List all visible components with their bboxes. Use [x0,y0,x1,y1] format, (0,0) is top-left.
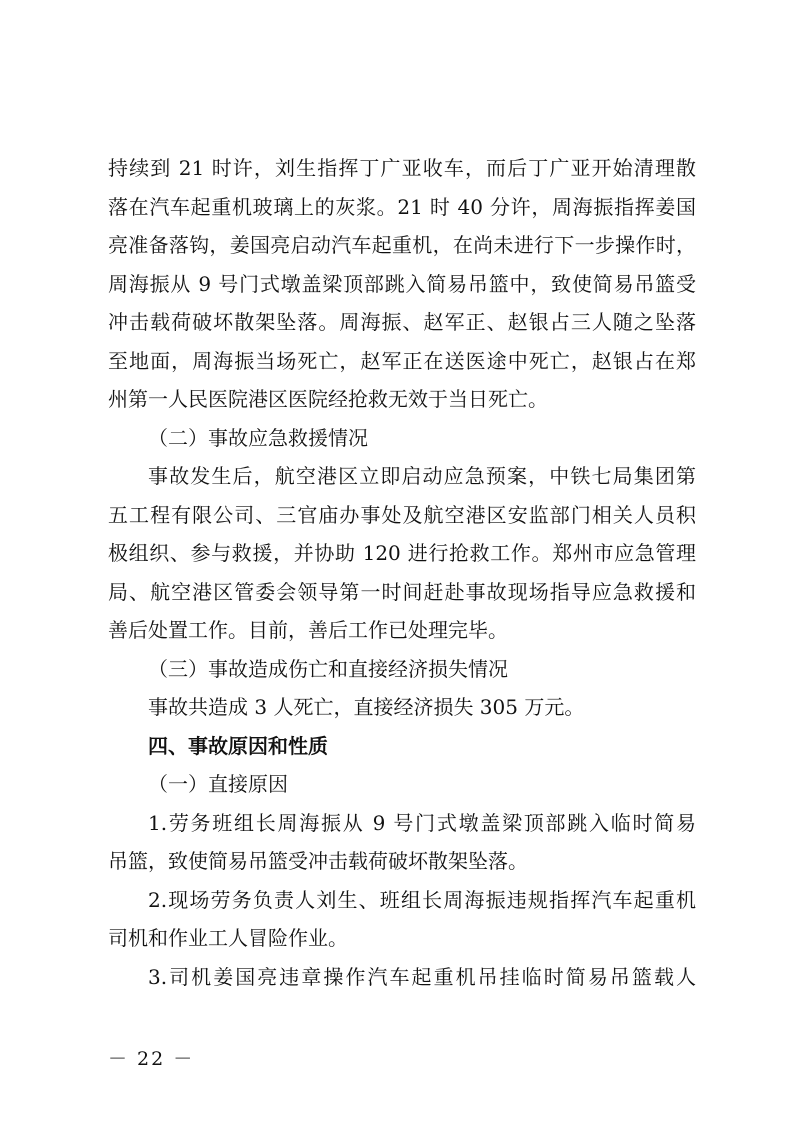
paragraph-line: 事故共造成 3 人死亡，直接经济损失 305 万元。 [148,695,585,719]
page-number: － 22 － [108,1048,195,1070]
paragraph-line: 持续到 21 时许，刘生指挥丁广亚收车，而后丁广亚开始清理散 [108,156,696,180]
paragraph-line: 3.司机姜国亮违章操作汽车起重机吊挂临时简易吊篮载人 [148,964,696,989]
paragraph-line: 2.现场劳务负责人刘生、班组长周海振违规指挥汽车起重机 [148,887,696,912]
paragraph-line: 事故发生后，航空港区立即启动应急预案，中铁七局集团第 [148,464,696,488]
paragraph-line: 落在汽车起重机玻璃上的灰浆。21 时 40 分许，周海振指挥姜国 [108,194,696,219]
paragraph-line: 局、航空港区管委会领导第一时间赶赴事故现场指导应急救援和 [108,579,696,604]
paragraph-line: 至地面，周海振当场死亡，赵军正在送医途中死亡，赵银占在郑 [108,348,696,373]
paragraph-line: 吊篮，致使简易吊篮受冲击载荷破坏散架坠落。 [108,849,528,873]
section-subheading: （二）事故应急救援情况 [148,425,368,450]
paragraph-line: 1.劳务班组长周海振从 9 号门式墩盖梁顶部跳入临时简易 [148,810,696,835]
body-text [108,149,696,996]
paragraph-line: 五工程有限公司、三官庙办事处及航空港区安监部门相关人员积 [108,502,696,527]
paragraph-line: 周海振从 9 号门式墩盖梁顶部跳入简易吊篮中，致使简易吊篮受 [108,271,696,296]
paragraph-line: 冲击载荷破坏散架坠落。周海振、赵军正、赵银占三人随之坠落 [108,310,696,334]
paragraph-line: 善后处置工作。目前，善后工作已处理完毕。 [108,618,508,642]
paragraph-line: 州第一人民医院港区医院经抢救无效于当日死亡。 [108,387,548,411]
paragraph-line: 亮准备落钩，姜国亮启动汽车起重机，在尚未进行下一步操作时， [108,233,696,257]
paragraph-line: 司机和作业工人冒险作业。 [108,926,348,950]
section-heading: 四、事故原因和性质 [148,733,328,758]
section-subheading: （三）事故造成伤亡和直接经济损失情况 [148,656,508,681]
section-subheading: （一）直接原因 [148,772,288,796]
paragraph-line: 极组织、参与救援，并协助 120 进行抢救工作。郑州市应急管理 [108,541,696,565]
